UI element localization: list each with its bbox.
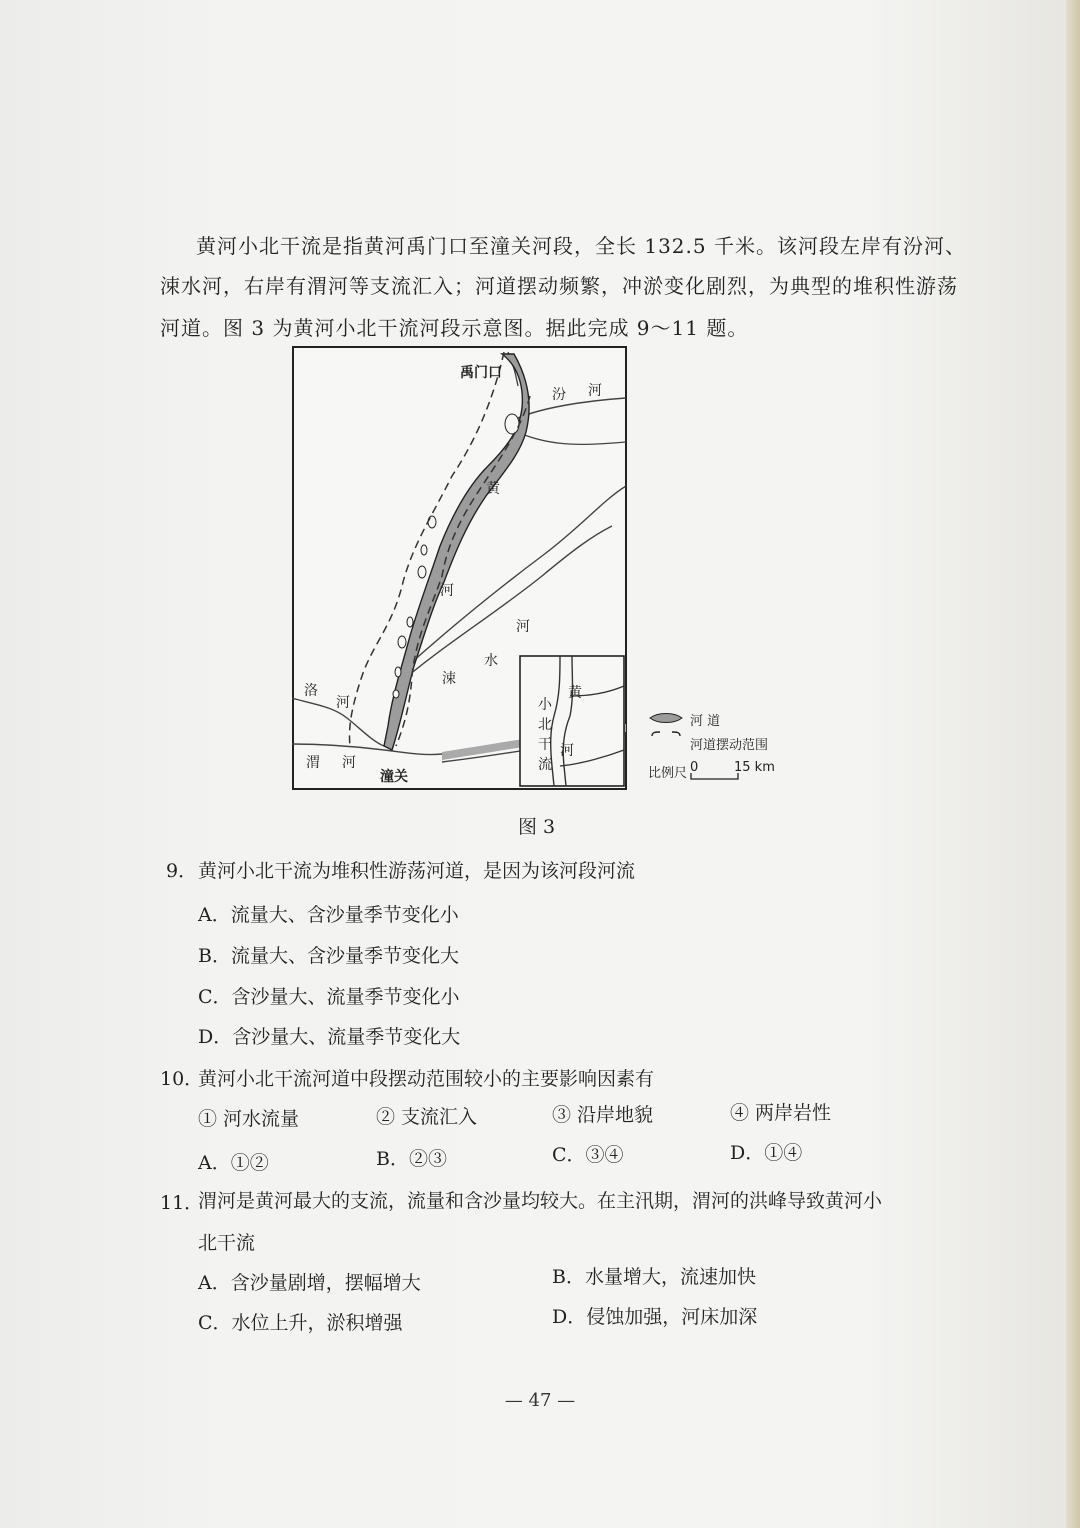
label-luo: 洛 [304,683,318,699]
q9-option-c: C．含沙量大、流量季节变化小 [198,986,460,1008]
label-fen: 汾 [552,387,566,403]
q11-stem-line-1: 渭河是黄河最大的支流，流量和含沙量均较大。在主汛期，渭河的洪峰导致黄河小 [198,1190,883,1212]
q9-option-d: D．含沙量大、流量季节变化大 [198,1026,461,1048]
legend-symbols [648,708,688,748]
intro-line-2: 涑水河，右岸有渭河等支流汇入；河道摆动频繁，冲淤变化剧烈，为典型的堆积性游荡 [160,274,958,298]
legend-river: 河 道 [690,714,721,729]
label-wei: 渭 [306,755,320,771]
label-fen-he: 河 [588,383,602,399]
q10-factor-3: ③ 沿岸地貌 [552,1104,654,1126]
q10-number: 10． [160,1068,204,1090]
q10-factor-1: ① 河水流量 [198,1108,300,1130]
page-edge [1066,0,1080,1528]
legend-scale-label: 比例尺 [648,766,688,781]
q10-option-d: D．①④ [730,1142,803,1164]
label-shui: 水 [484,653,498,669]
figure-3-map [292,346,628,796]
q10-option-c: C．③④ [552,1144,624,1166]
intro-line-3: 河道。图 3 为黄河小北干流河段示意图。据此完成 9～11 题。 [160,316,749,340]
inset-label-xiao: 小 [538,697,552,713]
label-su-he: 河 [516,619,530,635]
label-su: 涑 [442,671,456,687]
inset-label-liu: 流 [538,757,552,773]
label-main-he: 河 [440,583,454,599]
inset-label-he: 河 [560,743,574,759]
label-yumenkou: 禹门口 [460,365,502,381]
q10-option-a: A．①② [198,1152,269,1174]
q11-number: 11． [160,1192,204,1214]
legend-scale-zero: 0 [690,760,699,775]
q11-stem-line-2: 北干流 [198,1232,256,1254]
inset-label-gan: 干 [538,737,552,753]
intro-line-1: 黄河小北干流是指黄河禹门口至潼关河段，全长 132.5 千米。该河段左岸有汾河、 [196,234,966,258]
q11-option-d: D．侵蚀加强，河床加深 [552,1306,758,1328]
legend-range: 河道摆动范围 [690,738,769,753]
label-wei-he: 河 [342,755,356,771]
q10-stem: 黄河小北干流河道中段摆动范围较小的主要影响因素有 [198,1068,655,1090]
label-huang: 黄 [486,481,500,497]
q10-factor-4: ④ 两岸岩性 [730,1102,832,1124]
q9-stem: 黄河小北干流为堆积性游荡河道，是因为该河段河流 [198,860,636,882]
q9-number: 9． [166,860,198,882]
q9-option-b: B．流量大、含沙量季节变化大 [198,945,459,967]
figure-caption: 图 3 [518,816,556,838]
q11-option-a: A．含沙量剧增，摆幅增大 [198,1272,421,1294]
label-tongguan: 潼关 [380,769,408,785]
q10-option-b: B．②③ [376,1148,447,1170]
q11-option-c: C．水位上升，淤积增强 [198,1312,403,1334]
q9-option-a: A．流量大、含沙量季节变化小 [198,904,459,926]
inset-label-huang: 黄 [568,685,582,701]
map-drawing [292,346,628,792]
page-number: — 47 — [504,1390,576,1411]
q10-factor-2: ② 支流汇入 [376,1106,478,1128]
label-luo-he: 河 [336,695,350,711]
inset-label-bei: 北 [538,717,552,733]
legend-scale-value: 15 km [734,760,775,775]
scale-bar [690,772,780,782]
q11-option-b: B．水量增大，流速加快 [552,1266,756,1288]
